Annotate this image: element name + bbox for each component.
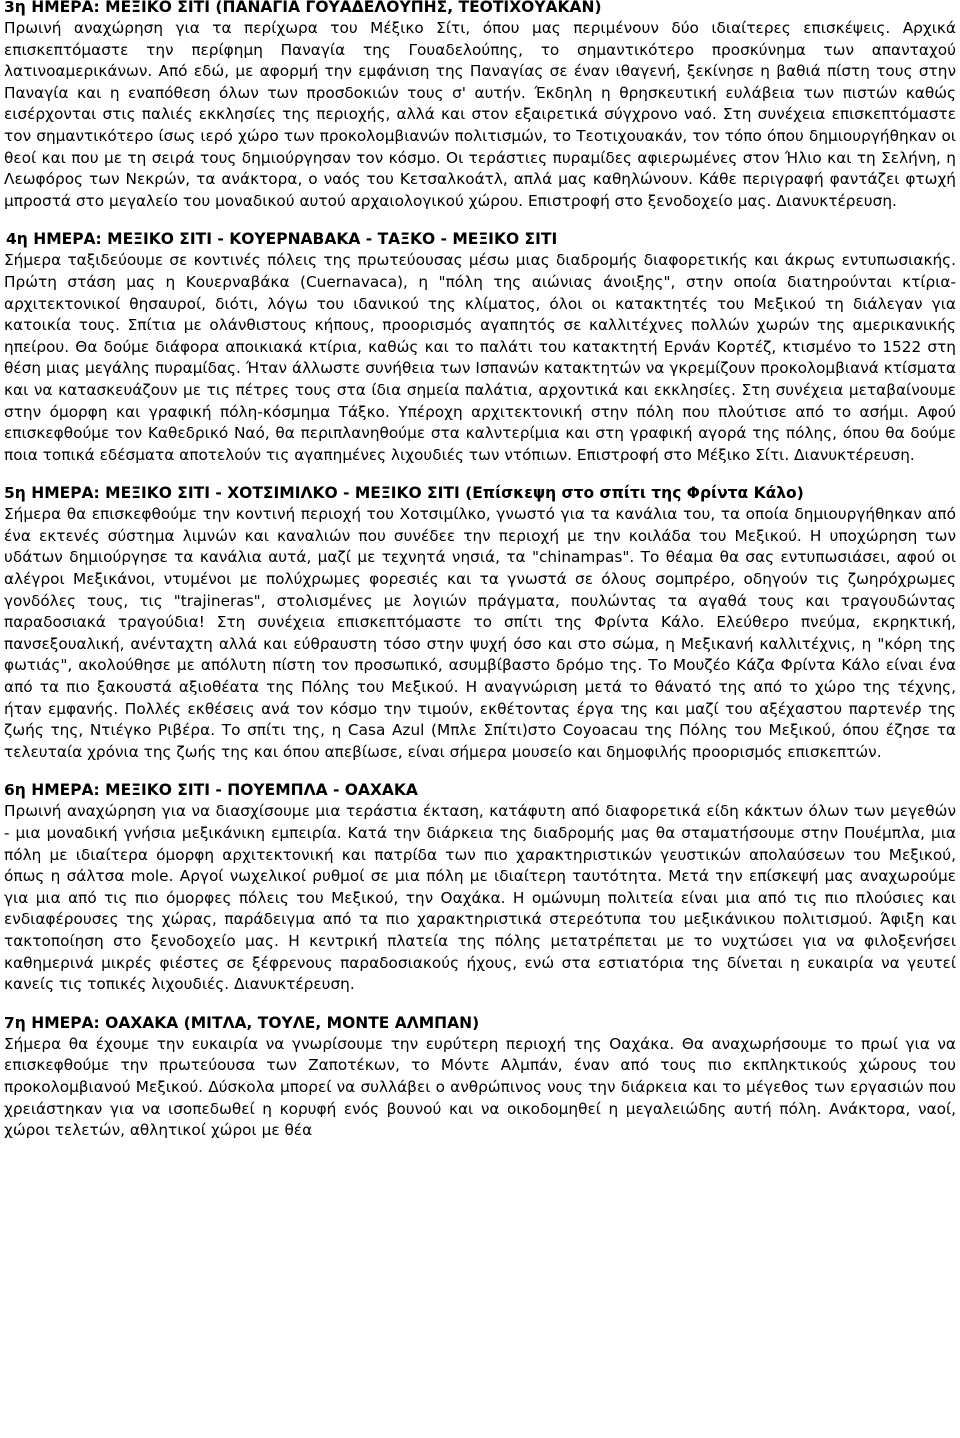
document-page — [4, 0, 956, 1142]
day-7-section — [4, 1012, 956, 1142]
day-6-body: Πρωινή αναχώρηση για να διασχίσουμε μια τεράστια έκταση, κατάφυτη από διαφορετικά είδη κάκτων όλων των μεγεθών - μια μοναδική γνήσια μεξικάνικη εμπειρία. Κατά την διάρκεια της διαδρομής μας θα σταματήσουμε στην Πουέμπλα, μια πόλη με ιδιαίτερα όμορφη αρχιτεκτονική και πατρίδα των πιο χαρακτηριστικών γευστικών απολαύσεων του Μεξικού, όπως η σάλτσα mole. Αργοί νωχελικοί ρυθμοί σε μια πόλη με ιδιαίτερη ταυτότητα. Μετά την επίσκεψή μας αναχωρούμε για μια από τις πιο όμορφες πόλεις του Μεξικού, την Οαχάκα. Η ομώνυμη πολιτεία είναι μια από τις πιο πλούσιες και ενδιαφέρουσες της χώρας, παράδειγμα από τα πιο χαρακτηριστικά στερεότυπα του μεξικάνικου πολιτισμού. Άφιξη και τακτοποίηση στο ξενοδοχείο μας. Η κεντρική πλατεία της πόλης μετατρέπεται με το νυχτώσει για να φιλοξενήσει καθημερινά μικρές φιέστες σε ξέφρενους παραδοσιακούς ήχους, ενώ στα εστιατόρια της δίνεται η ευκαιρία να γευτεί κανείς τις τοπικές λιχουδιές. Διανυκτέρευση. — [4, 802, 956, 994]
day-4-body: Σήμερα ταξιδεύουμε σε κοντινές πόλεις της πρωτεύουσας μέσω μιας διαδρομής διαφορετικής και άκρως εντυπωσιακής. Πρώτη στάση μας η Κουερναβάκα (Cuernavaca), η "πόλη της αιώνιας άνοιξης", στην οποία διατηρούνται κτίρια-αρχιτεκτονικοί θησαυροί, διότι, λόγω του ιδανικού της κλίματος, όλοι οι κατακτητές του Μεξικού τη διάλεγαν για κατοικία τους. Σπίτια με ολάνθιστους κήπους, προορισμός αγαπητός σε καλλιτέχνες πολλών χωρών της αμερικανικής ηπείρου. Θα δούμε διάφορα αποικιακά κτίρια, καθώς και το παλάτι του κατακτητή Ερνάν Κορτέζ, κτισμένο το 1522 στη θέση μιας μεγάλης πυραμίδας. Ήταν άλλωστε συνήθεια των Ισπανών κατακτητών να γκρεμίζουν προκολομβιανά κτίσματα και να κατασκευάζουν με τις πέτρες τους στα ίδια σημεία παλάτια, αρχοντικά και εκκλησίες. Στη συνέχεια μεταβαίνουμε στην όμορφη και γραφική πόλη-κόσμημα Τάξκο. Υπέροχη αρχιτεκτονική στην πόλη που πλούτισε από το ασήμι. Αφού επισκεφθούμε τον Καθεδρικό Ναό, θα περιπλανηθούμε στα καλντερίμια και στη γραφική αγορά της πόλης, όπου θα δούμε ποια τοπικά εδέσματα αποτελούν τις αγαπημένες λιχουδιές των ντόπιων. Επιστροφή στο Μέξικο Σίτι. Διανυκτέρευση. — [4, 251, 956, 464]
day-6-title: 6η ΗΜΕΡΑ: ΜΕΞΙΚΟ ΣΙΤΙ - ΠΟΥΕΜΠΛΑ - ΟΑΧΑΚΑ — [4, 781, 418, 800]
day-3-section — [4, 0, 956, 212]
section-gap — [4, 466, 956, 482]
day-5-body: Σήμερα θα επισκεφθούμε την κοντινή περιοχή του Χοτσιμίλκο, γνωστό για τα κανάλια του, τα οποία δημιουργήθηκαν από ένα εκτενές σύστημα λιμνών και καναλιών που συνέδεε την περιοχή με την κοιλάδα του Μεξικού. Η υποχώρηση των υδάτων δημιούργησε τα κανάλια αυτά, μαζί με τεχνητά νησιά, τα "chinampas". Το θέαμα θα σας εντυπωσιάσει, αφού οι αλέγροι Μεξικάνοι, ντυμένοι με πολύχρωμες φορεσιές και τα γνωστά σε όλους σομπρέρο, οδηγούν τις ζωηρόχρωμες γονδόλες τους, τις "trajineras", στολισμένες με λογιών πράγματα, πουλώντας τα αγαθά τους και τραγουδώντας παραδοσιακά τραγούδια! Στη συνέχεια επισκεπτόμαστε το σπίτι της Φρίντα Κάλο. Ελεύθερο πνεύμα, εκρηκτική, πανσεξουαλική, ανένταχτη αλλά και εύθραυστη τόσο στην ψυχή όσο και στο σώμα, η Μεξικανή καλλιτέχνις, η "κόρη της φωτιάς", ακολούθησε με απόλυτη πίστη τον προσωπικό, ασυμβίβαστο δρόμο της. Το Μουζέο Κάζα Φρίντα Κάλο είναι ένα από τα πιο ξακουστά αξιοθέατα της Πόλης του Μεξικού. Η αναγνώριση μετά το θάνατό της από το χώρο της τέχνης, ήταν εμφανής. Πολλές εκθέσεις ανά τον κόσμο την τιμούν, εκθέτοντας έργα της και μαζί του αξέχαστου παρτενέρ της ζωής της, Ντιέγκο Ριβέρα. Το σπίτι της, η Casa Azul (Μπλε Σπίτι)στο Coyoacau της Πόλης του Μεξικού, όπου έζησε τα τελευταία χρόνια της ζωής της και όπου απεβίωσε, είναι σήμερα μουσείο και δημοφιλής προορισμός επισκεπτών. — [4, 505, 956, 761]
day-3-title: 3η ΗΜΕΡΑ: ΜΕΞΙΚΟ ΣΙΤΙ (ΠΑΝΑΓΙΑ ΓΟΥΑΔΕΛΟΥΠΗΣ, ΤΕΟΤΙΧΟΥΑΚΑΝ) — [4, 0, 602, 16]
day-3-body: Πρωινή αναχώρηση για τα περίχωρα του Μέξικο Σίτι, όπου μας περιμένουν δύο ιδιαίτερες επισκέψεις. Αρχικά επισκεπτόμαστε την περίφημη Παναγία της Γουαδελούπης, το σημαντικότερο προσκύνημα των απανταχού λατινοαμερικάνων. Από εδώ, με αφορμή την εμφάνιση της Παναγίας σε έναν ιθαγενή, ξεκίνησε η βαθιά πίστη τους στην Παναγία και η εναπόθεση όλων των προσδοκιών τους σ' αυτήν. Έκδηλη η θρησκευτική ευλάβεια των πιστών καθώς εισέρχονται στις παλιές εκκλησίες της περιοχής, αλλά και στον εξαιρετικά σύγχρονο ναό. Στη συνέχεια επισκεπτόμαστε τον σημαντικότερο ίσως ιερό χώρο των προκολομβιανών πολιτισμών, το Τεοτιχουακάν, τον τόπο όπου δημιουργήθηκαν οι θεοί και που με τη σειρά τους δημιούργησαν τον κόσμο. Οι τεράστιες πυραμίδες αφιερωμένες στον Ήλιο και τη Σελήνη, η Λεωφόρος των Νεκρών, τα ανάκτορα, ο ναός του Κετσαλκοάτλ, απλά μας καθηλώνουν. Κάθε περιγραφή φαντάζει φτωχή μπροστά στο μεγαλείο του μοναδικού αυτού αρχαιολογικού χώρου. Επιστροφή στο ξενοδοχείο μας. Διανυκτέρευση. — [4, 19, 956, 210]
day-5-section — [4, 482, 956, 763]
section-gap — [4, 996, 956, 1012]
section-gap — [4, 763, 956, 779]
day-7-body: Σήμερα θα έχουμε την ευκαιρία να γνωρίσουμε την ευρύτερη περιοχή της Οαχάκα. Θα αναχωρήσουμε το πρωί για να επισκεφθούμε την πρωτεύουσα των Ζαποτέκων, το Μόντε Αλμπάν, έναν από τους πιο εκπληκτικούς χώρους του προκολομβιανού Μεξικού. Δύσκολα μπορεί να συλλάβει ο ανθρώπινος νους την διάρκεια και το μέγεθος των εργασιών που χρειάστηκαν για να ισοπεδωθεί η κορυφή ενός βουνού και να οικοδομηθεί η μεγαλειώδης αυτή πόλη. Ανάκτορα, ναοί, χώροι τελετών, αθλητικοί χώροι με θέα — [4, 1034, 956, 1140]
day-4-title: 4η ΗΜΕΡΑ: ΜΕΞΙΚΟ ΣΙΤΙ - ΚΟΥΕΡΝΑΒΑΚΑ - ΤΑΞΚΟ - ΜΕΞΙΚΟ ΣΙΤΙ — [6, 230, 558, 249]
section-gap — [4, 212, 956, 228]
day-4-section — [4, 228, 956, 466]
day-5-title: 5η ΗΜΕΡΑ: ΜΕΞΙΚΟ ΣΙΤΙ - ΧΟΤΣΙΜΙΛΚΟ - ΜΕΞΙΚΟ ΣΙΤΙ (Επίσκεψη στο σπίτι της Φρίντα Κάλο) — [4, 484, 804, 503]
day-6-section — [4, 779, 956, 995]
day-7-title: 7η ΗΜΕΡΑ: ΟΑΧΑΚΑ (ΜΙΤΛΑ, ΤΟΥΛΕ, ΜΟΝΤΕ ΑΛΜΠΑΝ) — [4, 1013, 480, 1032]
